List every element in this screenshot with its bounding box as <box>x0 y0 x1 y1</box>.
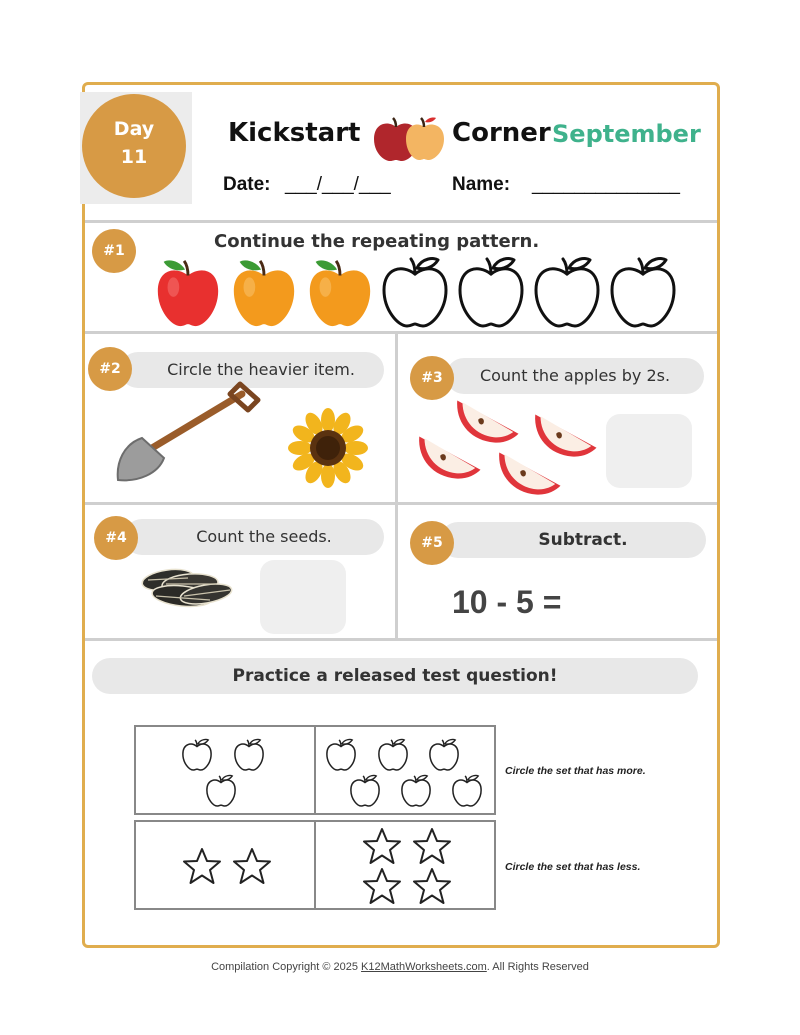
q1-instruction: Continue the repeating pattern. <box>214 231 540 252</box>
footer-copyright <box>0 961 800 973</box>
q2-instruction: Circle the heavier item. <box>167 360 355 379</box>
q5-instruction: Subtract. <box>538 530 628 550</box>
orange-apple-icon <box>228 256 300 330</box>
q4-answer-box[interactable] <box>260 560 346 634</box>
test-row-more-prompt: Circle the set that has more. <box>505 765 646 777</box>
star-icon[interactable] <box>362 826 402 866</box>
title-kickstart: Kickstart <box>228 118 361 148</box>
apple-slice-icon <box>414 424 484 484</box>
day-label: Day <box>113 118 155 140</box>
star-icon[interactable] <box>232 846 272 886</box>
shovel-icon[interactable] <box>112 380 264 486</box>
small-apple-icon[interactable] <box>349 774 381 808</box>
divider-q1 <box>85 331 717 334</box>
worksheet-frame <box>82 82 720 948</box>
q4-instruction-pill <box>124 519 384 555</box>
red-apple-icon <box>152 256 224 330</box>
q3-instruction-pill <box>446 358 704 394</box>
footer-prefix: Compilation Copyright © 2025 <box>211 961 362 973</box>
divider-q2-q3 <box>85 502 717 505</box>
name-blank[interactable]: ______________ <box>532 174 680 195</box>
apple-slice-icon <box>494 440 564 500</box>
badge-q4: #4 <box>94 516 138 560</box>
cell-divider <box>314 727 316 813</box>
small-apple-icon[interactable] <box>451 774 483 808</box>
title-month: September <box>552 120 701 148</box>
small-apple-icon[interactable] <box>400 774 432 808</box>
star-icon[interactable] <box>412 826 452 866</box>
day-badge <box>82 94 186 198</box>
q4-instruction: Count the seeds. <box>196 527 332 546</box>
sunflower-icon[interactable] <box>288 408 368 488</box>
star-icon[interactable] <box>362 866 402 906</box>
badge-q3: #3 <box>410 356 454 400</box>
small-apple-icon[interactable] <box>428 738 460 772</box>
date-label: Date: <box>223 174 271 195</box>
cell-divider <box>314 822 316 908</box>
small-apple-icon[interactable] <box>233 738 265 772</box>
day-number: 11 <box>120 146 148 168</box>
q5-instruction-pill <box>440 522 706 558</box>
date-blank[interactable]: ___/___/___ <box>285 174 391 195</box>
day-box <box>80 92 192 204</box>
q5-equation: 10 - 5 = <box>452 584 562 620</box>
small-apple-icon[interactable] <box>377 738 409 772</box>
blank-apple-icon[interactable] <box>456 254 526 330</box>
divider-q4-q5 <box>85 638 717 641</box>
sunflower-seeds-icon <box>138 556 238 614</box>
small-apple-icon[interactable] <box>205 774 237 808</box>
star-icon[interactable] <box>412 866 452 906</box>
badge-q1: #1 <box>92 229 136 273</box>
orange-apple-icon <box>304 256 376 330</box>
blank-apple-icon[interactable] <box>608 254 678 330</box>
small-apple-icon[interactable] <box>181 738 213 772</box>
title-corner: Corner <box>452 118 551 148</box>
footer-suffix: . All Rights Reserved <box>486 961 589 973</box>
test-row-less-prompt: Circle the set that has less. <box>505 861 641 873</box>
blank-apple-icon[interactable] <box>380 254 450 330</box>
badge-q2: #2 <box>88 347 132 391</box>
q3-instruction: Count the apples by 2s. <box>479 366 671 385</box>
blank-apple-icon[interactable] <box>532 254 602 330</box>
test-question-heading: Practice a released test question! <box>92 658 698 694</box>
badge-q5: #5 <box>410 521 454 565</box>
q3-answer-box[interactable] <box>606 414 692 488</box>
small-apple-icon[interactable] <box>325 738 357 772</box>
divider-vertical <box>395 333 398 638</box>
footer-link[interactable]: K12MathWorksheets.com <box>361 961 487 973</box>
divider-header <box>85 220 717 223</box>
name-label: Name: <box>452 174 511 195</box>
star-icon[interactable] <box>182 846 222 886</box>
apples-logo-icon <box>372 115 450 163</box>
